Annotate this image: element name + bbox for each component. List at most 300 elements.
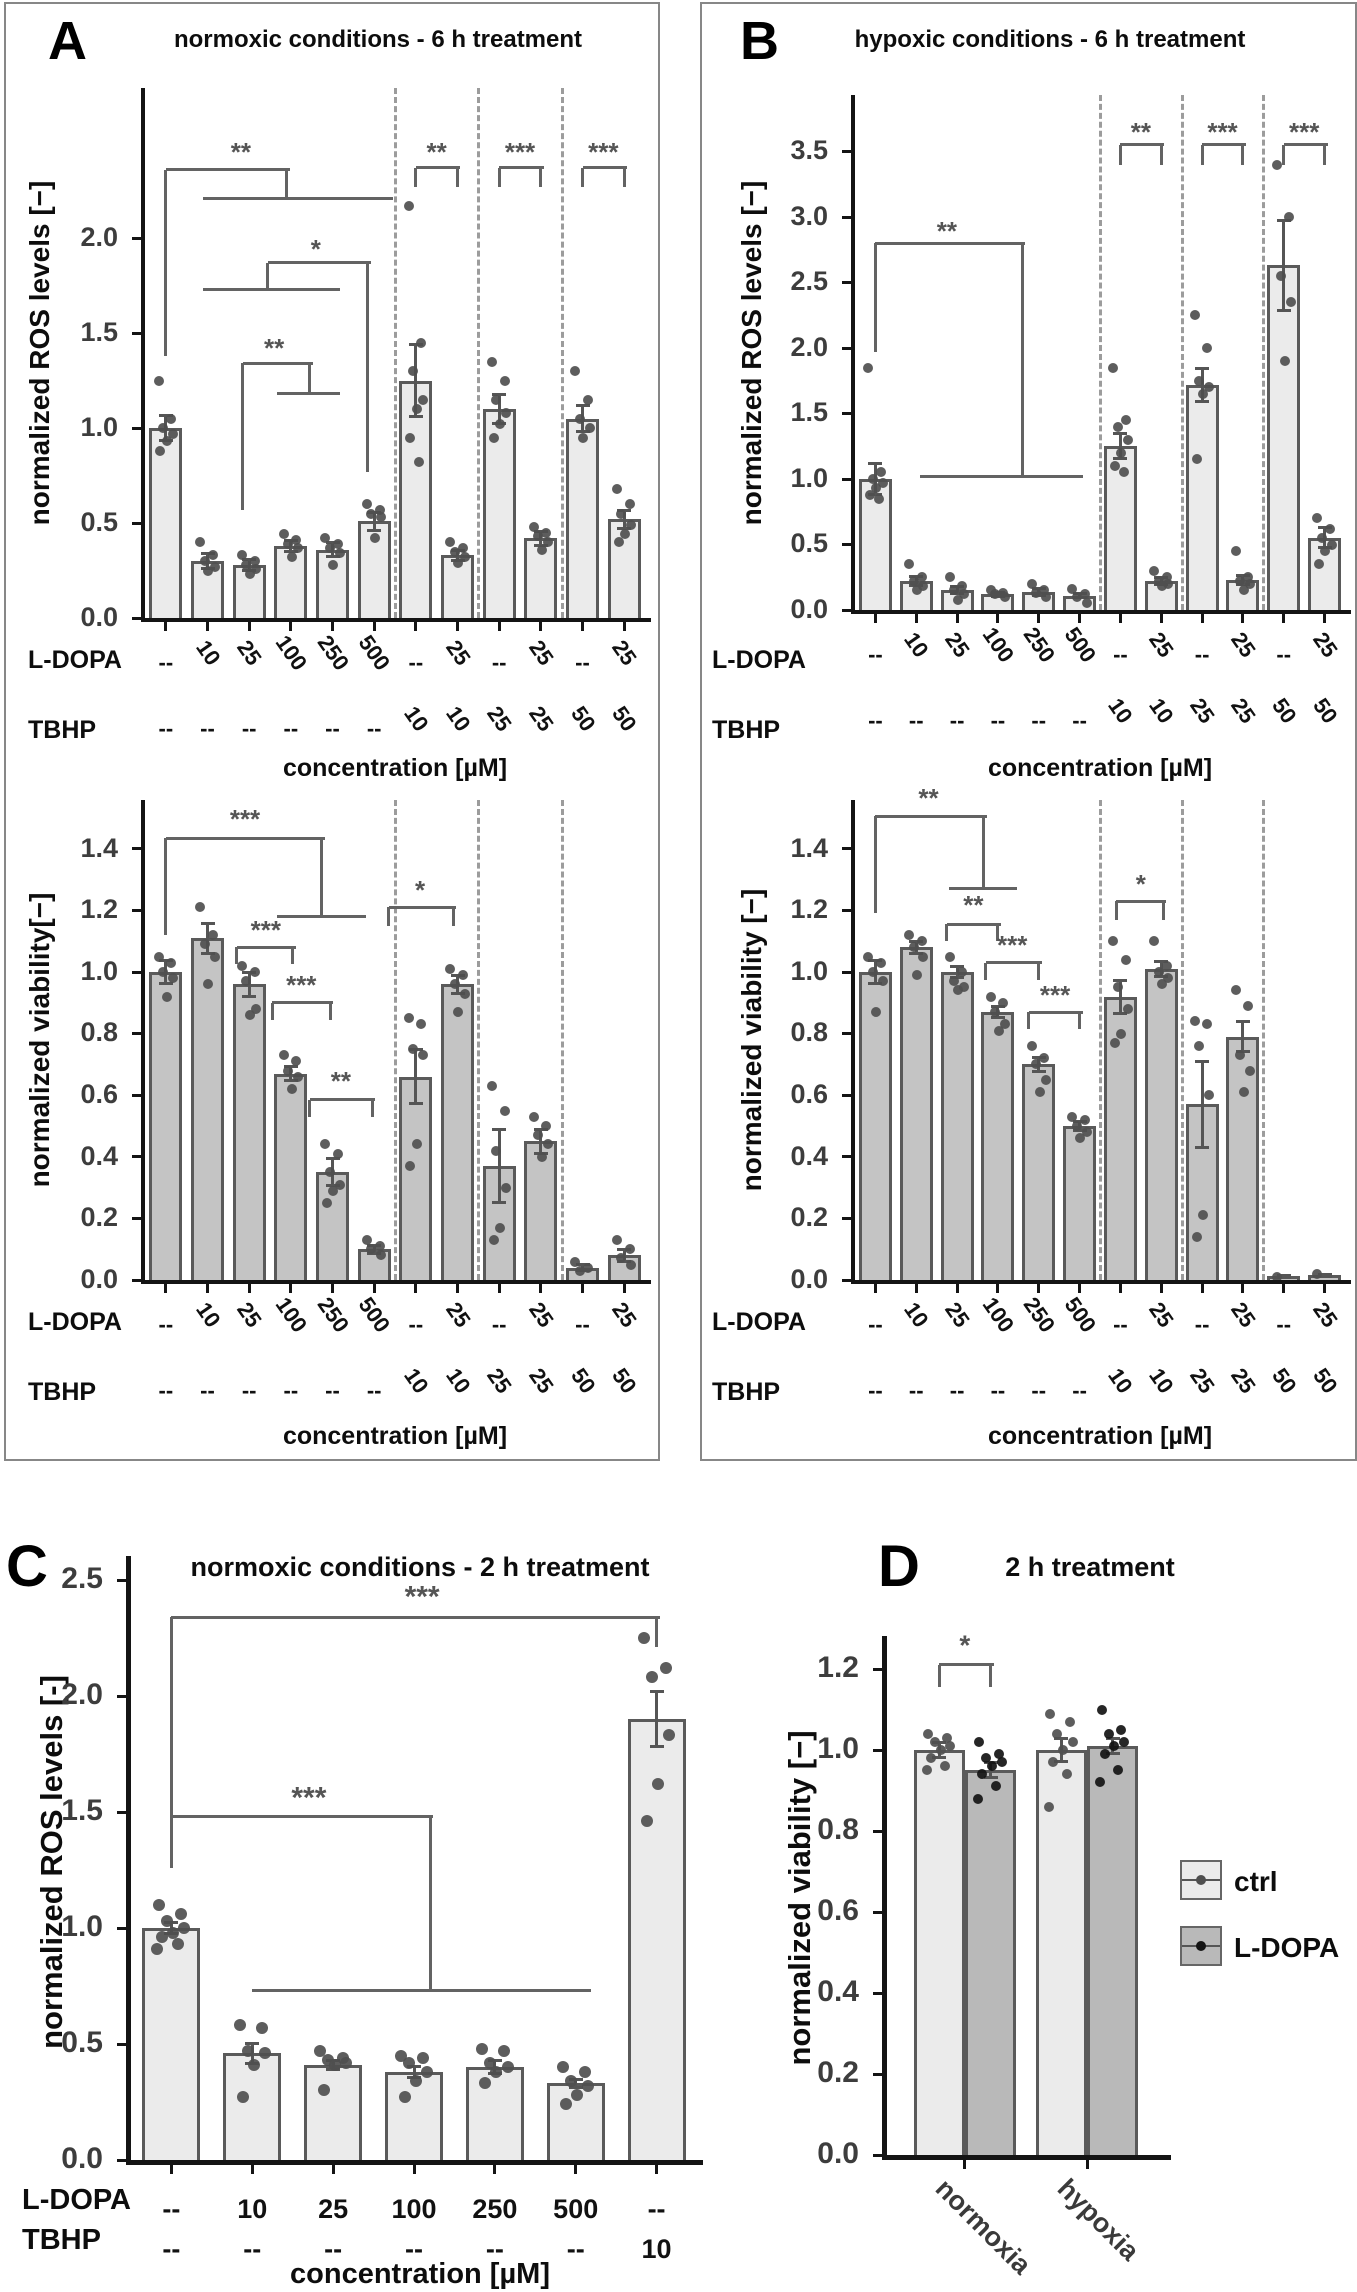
x-tick bbox=[581, 1284, 584, 1293]
section-divider bbox=[1099, 95, 1102, 610]
data-point bbox=[1192, 454, 1202, 464]
y-tick-label: 0.8 bbox=[817, 1813, 859, 1846]
x-category-label: 250 bbox=[1018, 1292, 1060, 1337]
x-category-label: 25 bbox=[1185, 1363, 1220, 1398]
data-point bbox=[1116, 1029, 1126, 1039]
x-tick bbox=[1282, 1284, 1285, 1293]
y-axis-title-c: normalized ROS levels [-] bbox=[34, 1675, 69, 2049]
y-tick-label: 0.6 bbox=[790, 1079, 828, 1109]
section-divider bbox=[1181, 95, 1184, 610]
x-category-label: -- bbox=[158, 1378, 174, 1403]
sig-line bbox=[982, 816, 985, 888]
data-point bbox=[333, 1149, 343, 1159]
data-point bbox=[868, 967, 878, 977]
x-category-label: -- bbox=[647, 2194, 666, 2224]
x-tick bbox=[1119, 614, 1122, 623]
sig-line bbox=[945, 924, 948, 941]
y-tick-label: 0.2 bbox=[790, 1202, 828, 1233]
data-point bbox=[487, 357, 497, 367]
panel-b-title: hypoxic conditions - 6 h treatment bbox=[854, 26, 1246, 53]
error-bar-cap bbox=[492, 1201, 506, 1204]
x-category-label: -- bbox=[158, 650, 174, 675]
y-tick-label: 0.0 bbox=[790, 1263, 828, 1294]
error-bar bbox=[1201, 1061, 1204, 1147]
x-tick bbox=[1323, 614, 1326, 623]
data-point bbox=[172, 1938, 184, 1950]
sig-line bbox=[1116, 900, 1166, 903]
y-tick-label: 0.2 bbox=[80, 1202, 118, 1233]
x-tick bbox=[1323, 1284, 1326, 1293]
data-point bbox=[287, 552, 297, 562]
x-category-label: 250 bbox=[312, 1292, 354, 1337]
data-point bbox=[366, 509, 376, 519]
y-tick-label: 1.0 bbox=[61, 1910, 103, 1943]
x-category-label: -- bbox=[1113, 642, 1128, 667]
data-point bbox=[248, 2059, 260, 2071]
sig-line bbox=[310, 1098, 376, 1101]
section-divider bbox=[561, 88, 564, 618]
y-tick-label: 0.8 bbox=[790, 1017, 828, 1048]
data-point bbox=[575, 414, 585, 424]
x-category-label: -- bbox=[949, 1378, 965, 1403]
sig-line bbox=[171, 1616, 659, 1619]
data-point bbox=[1000, 592, 1010, 602]
x-category-label: -- bbox=[1276, 642, 1292, 667]
sig-line bbox=[320, 838, 323, 917]
x-tick bbox=[164, 1284, 167, 1293]
data-point bbox=[287, 1084, 297, 1094]
sig-line bbox=[414, 168, 417, 187]
data-point bbox=[203, 566, 213, 576]
y-tick-label: 0.2 bbox=[817, 2056, 859, 2089]
y-axis-title-b-via: normalized viability [−] bbox=[736, 888, 767, 1192]
sig-line bbox=[984, 963, 987, 980]
data-point bbox=[557, 2061, 569, 2073]
legend-swatch-ldopa bbox=[1180, 1926, 1222, 1966]
x-tick bbox=[1201, 614, 1204, 623]
x-category-label: -- bbox=[1031, 708, 1047, 733]
x-category-label: 25 bbox=[523, 635, 559, 670]
x-category-label: 500 bbox=[353, 1292, 396, 1337]
x-category-label: 25 bbox=[318, 2194, 349, 2224]
y-tick-label: 2.0 bbox=[790, 331, 828, 362]
data-point bbox=[529, 522, 539, 532]
sig-label: ** bbox=[1130, 117, 1151, 148]
data-point bbox=[153, 1899, 165, 1911]
data-point bbox=[237, 961, 247, 971]
x-category-label: -- bbox=[366, 716, 382, 741]
data-point bbox=[501, 1183, 511, 1193]
data-point bbox=[166, 958, 176, 968]
data-point bbox=[537, 1152, 547, 1162]
data-point bbox=[1276, 271, 1286, 281]
data-point bbox=[256, 2022, 268, 2034]
x-category-label: 50 bbox=[565, 701, 601, 736]
data-point bbox=[1280, 356, 1290, 366]
sig-line bbox=[170, 1617, 173, 1868]
x-category-label: -- bbox=[949, 708, 965, 733]
data-point bbox=[1044, 1802, 1054, 1812]
sig-line bbox=[1021, 243, 1024, 476]
data-point bbox=[1116, 1725, 1126, 1735]
data-point bbox=[161, 1915, 173, 1927]
sig-line bbox=[581, 168, 584, 187]
sig-line bbox=[1323, 145, 1326, 165]
sig-line bbox=[166, 837, 325, 840]
y-tick-label: 0.8 bbox=[80, 1017, 118, 1048]
x-tick bbox=[1160, 1284, 1163, 1293]
sig-line bbox=[272, 1001, 333, 1004]
y-tick bbox=[873, 1830, 882, 1833]
data-point bbox=[537, 545, 547, 555]
x-tick bbox=[581, 622, 584, 631]
data-point bbox=[162, 436, 172, 446]
y-tick-label: 1.2 bbox=[80, 894, 118, 925]
data-point bbox=[403, 2057, 415, 2069]
y-tick bbox=[873, 1749, 882, 1752]
data-point bbox=[498, 2045, 510, 2057]
x-tick bbox=[251, 2165, 254, 2174]
data-point bbox=[1100, 1749, 1110, 1759]
sig-line bbox=[874, 243, 877, 352]
data-point bbox=[1045, 1709, 1055, 1719]
error-bar-cap bbox=[1032, 1070, 1046, 1073]
y-tick-label: 0.0 bbox=[80, 1263, 118, 1294]
x-category-label: -- bbox=[575, 650, 590, 675]
bar bbox=[941, 972, 974, 1280]
y-tick-label: 1.4 bbox=[80, 832, 118, 863]
y-tick-label: 0.4 bbox=[80, 1140, 118, 1171]
x-category-label: -- bbox=[200, 716, 215, 741]
bar bbox=[1104, 997, 1137, 1280]
x-tick bbox=[956, 614, 959, 623]
y-tick bbox=[842, 847, 851, 850]
x-category-label: 10 bbox=[641, 2234, 672, 2264]
data-point bbox=[863, 363, 873, 373]
group-label: hypoxia bbox=[1051, 2173, 1146, 2267]
data-point bbox=[500, 1106, 510, 1116]
section-divider bbox=[1181, 800, 1184, 1280]
x-category-label: 50 bbox=[1266, 693, 1302, 728]
x-category-label: 10 bbox=[190, 1297, 226, 1332]
data-point bbox=[502, 2061, 514, 2073]
y-tick bbox=[117, 1579, 126, 1582]
x-category-label: -- bbox=[408, 650, 424, 675]
data-point bbox=[293, 543, 303, 553]
data-point bbox=[404, 201, 414, 211]
sig-label: * bbox=[1135, 868, 1146, 899]
bar bbox=[1186, 385, 1219, 610]
x-category-label: -- bbox=[868, 642, 883, 667]
y-tick bbox=[842, 1032, 851, 1035]
data-point bbox=[922, 1765, 932, 1775]
bar bbox=[483, 409, 516, 618]
y-tick bbox=[873, 1992, 882, 1995]
sig-line bbox=[1027, 1012, 1030, 1029]
sig-label: *** bbox=[1288, 117, 1320, 148]
y-tick bbox=[873, 1668, 882, 1671]
x-category-label: -- bbox=[868, 1312, 883, 1337]
x-category-label: -- bbox=[1113, 1312, 1128, 1337]
y-tick-label: 1.2 bbox=[817, 1651, 859, 1684]
data-point bbox=[565, 2075, 577, 2087]
sig-line bbox=[1119, 145, 1122, 165]
sig-line bbox=[291, 947, 294, 964]
sig-label: *** bbox=[1039, 979, 1071, 1010]
data-point bbox=[421, 2066, 433, 2078]
data-point bbox=[1072, 592, 1082, 602]
sig-line bbox=[241, 363, 244, 509]
data-point bbox=[175, 1908, 187, 1920]
x-tick bbox=[539, 1284, 542, 1293]
x-category-label: 25 bbox=[607, 635, 642, 670]
y-tick bbox=[842, 216, 851, 219]
sig-line bbox=[285, 170, 288, 199]
x-category-label: -- bbox=[1072, 708, 1087, 733]
x-category-label: 10 bbox=[1103, 693, 1139, 728]
x-category-label: -- bbox=[491, 650, 507, 675]
x-category-label: -- bbox=[485, 2234, 504, 2264]
x-category-label: -- bbox=[1072, 1378, 1087, 1403]
data-point bbox=[1110, 1038, 1120, 1048]
y-tick bbox=[132, 909, 141, 912]
data-point bbox=[874, 494, 884, 504]
data-point bbox=[340, 2057, 352, 2069]
sig-label: * bbox=[414, 874, 426, 905]
x-category-label: -- bbox=[324, 2234, 343, 2264]
y-tick-label: 1.0 bbox=[817, 1732, 859, 1765]
y-tick-label: 1.4 bbox=[790, 832, 828, 863]
sig-line bbox=[456, 168, 459, 187]
y-tick bbox=[842, 478, 851, 481]
x-tick bbox=[874, 614, 877, 623]
y-tick bbox=[873, 2154, 882, 2157]
x-tick bbox=[1282, 614, 1285, 623]
data-point bbox=[417, 2052, 429, 2064]
data-point bbox=[612, 484, 622, 494]
x-category-label: 50 bbox=[607, 701, 642, 736]
x-category-label: 25 bbox=[523, 701, 559, 736]
x-tick bbox=[574, 2165, 577, 2174]
x-tick bbox=[1160, 614, 1163, 623]
data-point bbox=[876, 958, 886, 968]
y-axis bbox=[141, 800, 145, 1284]
sig-label: *** bbox=[1207, 117, 1238, 148]
data-point bbox=[450, 547, 460, 557]
x-axis bbox=[141, 1280, 651, 1284]
y-tick bbox=[842, 1155, 851, 1158]
data-point bbox=[578, 433, 588, 443]
bar bbox=[965, 1770, 1016, 2155]
x-tick bbox=[1241, 614, 1244, 623]
bar bbox=[981, 1012, 1014, 1280]
x-category-label: -- bbox=[408, 1312, 424, 1337]
data-point bbox=[1239, 1087, 1249, 1097]
sig-line bbox=[539, 168, 542, 187]
data-point bbox=[1149, 566, 1159, 576]
bar bbox=[1087, 1746, 1138, 2155]
data-point bbox=[405, 433, 415, 443]
data-point bbox=[1072, 1121, 1082, 1131]
panel-b-letter: B bbox=[740, 11, 779, 71]
x-category-label: 25 bbox=[440, 635, 476, 670]
data-point bbox=[242, 2045, 254, 2057]
section-divider bbox=[1262, 95, 1265, 610]
sig-line bbox=[989, 1665, 992, 1687]
data-point bbox=[575, 1266, 585, 1276]
y-tick-label: 2.5 bbox=[61, 1562, 103, 1595]
panel-c-title: normoxic conditions - 2 h treatment bbox=[190, 1552, 650, 1582]
x-category-label: -- bbox=[868, 708, 883, 733]
bar bbox=[191, 938, 224, 1280]
y-tick-label: 1.5 bbox=[61, 1794, 103, 1827]
sig-line bbox=[266, 263, 269, 290]
data-point bbox=[626, 1260, 636, 1270]
x-tick bbox=[164, 622, 167, 631]
bar bbox=[399, 1077, 432, 1280]
data-point bbox=[863, 952, 873, 962]
bar bbox=[274, 1074, 307, 1280]
panel-c-letter: C bbox=[6, 1534, 48, 1599]
y-tick bbox=[132, 332, 141, 335]
error-bar-cap bbox=[492, 1128, 506, 1131]
x-category-label: -- bbox=[325, 1378, 340, 1403]
x-tick bbox=[1119, 1284, 1122, 1293]
error-bar-cap bbox=[1195, 400, 1209, 403]
legend-dot-gray bbox=[1196, 1875, 1206, 1885]
data-point bbox=[325, 1167, 335, 1177]
data-point bbox=[1027, 1041, 1037, 1051]
sig-line bbox=[1282, 145, 1285, 165]
data-point bbox=[416, 338, 426, 348]
sig-line bbox=[277, 915, 366, 918]
section-divider bbox=[394, 88, 397, 618]
sig-line bbox=[1029, 1011, 1083, 1014]
x-tick bbox=[915, 614, 918, 623]
sig-line bbox=[237, 946, 296, 949]
data-point bbox=[210, 952, 220, 962]
data-point bbox=[1041, 1075, 1051, 1085]
x-category-label: 50 bbox=[1307, 1363, 1343, 1398]
y-tick-label: 1.2 bbox=[790, 894, 828, 925]
y-tick bbox=[117, 2043, 126, 2046]
data-point bbox=[583, 395, 593, 405]
sig-label: *** bbox=[997, 930, 1028, 961]
x-category-label: 25 bbox=[1307, 627, 1343, 662]
bar bbox=[466, 2067, 524, 2160]
x-category-label: 25 bbox=[523, 1297, 559, 1332]
sig-label: *** bbox=[250, 914, 282, 945]
legend-swatch-ctrl bbox=[1180, 1860, 1222, 1900]
sig-line bbox=[203, 288, 340, 291]
y-tick-label: 0.6 bbox=[80, 1079, 118, 1109]
x-category-label: 25 bbox=[940, 1297, 975, 1332]
data-point bbox=[1097, 1705, 1107, 1715]
x-category-label: 25 bbox=[440, 1297, 476, 1332]
y-tick bbox=[842, 971, 851, 974]
sig-line bbox=[308, 1100, 311, 1117]
sig-line bbox=[1201, 145, 1204, 165]
y-tick-label: 0.0 bbox=[790, 593, 828, 624]
data-point bbox=[1031, 588, 1041, 598]
sig-line bbox=[1162, 901, 1165, 919]
x-tick bbox=[248, 1284, 251, 1293]
error-bar-cap bbox=[650, 1745, 664, 1748]
section-divider bbox=[477, 88, 480, 618]
data-point bbox=[646, 1671, 658, 1683]
y-tick bbox=[117, 1927, 126, 1930]
x-category-label: -- bbox=[283, 716, 299, 741]
x-tick bbox=[170, 2165, 173, 2174]
data-point bbox=[625, 1244, 635, 1254]
data-point bbox=[325, 543, 335, 553]
bar bbox=[1145, 969, 1178, 1280]
data-point bbox=[579, 2066, 591, 2078]
y-tick bbox=[842, 1279, 851, 1282]
row-header-tbhp: TBHP bbox=[22, 2224, 101, 2256]
data-point bbox=[154, 376, 164, 386]
y-tick bbox=[842, 543, 851, 546]
panel-a-letter: A bbox=[48, 11, 87, 71]
sig-line bbox=[308, 363, 311, 393]
data-point bbox=[1123, 435, 1133, 445]
x-tick bbox=[206, 1284, 209, 1293]
y-tick-label: 0.5 bbox=[80, 506, 118, 537]
sig-line bbox=[164, 838, 167, 935]
x-category-label: 25 bbox=[1144, 627, 1179, 662]
section-divider bbox=[394, 800, 397, 1280]
x-category-label: 25 bbox=[1226, 693, 1261, 728]
y-axis bbox=[882, 1636, 887, 2160]
error-bar-cap bbox=[367, 529, 381, 532]
x-category-label: -- bbox=[908, 708, 924, 733]
y-tick-label: 3.5 bbox=[790, 135, 828, 166]
legend-label-ldopa: L-DOPA bbox=[1234, 1932, 1340, 1963]
error-bar-cap bbox=[576, 404, 590, 407]
y-tick-label: 1.0 bbox=[80, 955, 118, 986]
x-category-label: 100 bbox=[391, 2194, 437, 2224]
sig-label: ** bbox=[426, 137, 447, 168]
data-point bbox=[166, 414, 176, 424]
x-tick bbox=[498, 1284, 501, 1293]
x-category-label: -- bbox=[1276, 1312, 1292, 1337]
y-tick bbox=[132, 1279, 141, 1282]
y-tick bbox=[842, 150, 851, 153]
y-axis-title-a-ros: normalized ROS levels [−] bbox=[24, 180, 55, 526]
data-point bbox=[418, 395, 428, 405]
data-point bbox=[279, 1050, 289, 1060]
y-tick bbox=[132, 1217, 141, 1220]
y-tick-label: 1.0 bbox=[790, 955, 828, 986]
x-category-label: -- bbox=[1194, 1312, 1210, 1337]
data-point bbox=[973, 1794, 983, 1804]
y-tick-label: 0.4 bbox=[817, 1975, 859, 2008]
data-point bbox=[476, 2043, 488, 2055]
panel-a-title: normoxic conditions - 6 h treatment bbox=[173, 26, 583, 53]
data-point bbox=[362, 499, 372, 509]
y-tick-label: 2.0 bbox=[80, 221, 118, 252]
error-bar bbox=[414, 1049, 417, 1104]
sig-line bbox=[875, 815, 986, 818]
sig-line bbox=[1115, 901, 1118, 919]
data-point bbox=[625, 499, 635, 509]
x-tick bbox=[1086, 2160, 1089, 2169]
sig-line bbox=[452, 907, 455, 925]
sig-line bbox=[166, 168, 290, 171]
sig-line bbox=[947, 923, 1001, 926]
data-point bbox=[994, 1026, 1004, 1036]
x-axis-title: concentration [µM] bbox=[282, 1422, 508, 1450]
